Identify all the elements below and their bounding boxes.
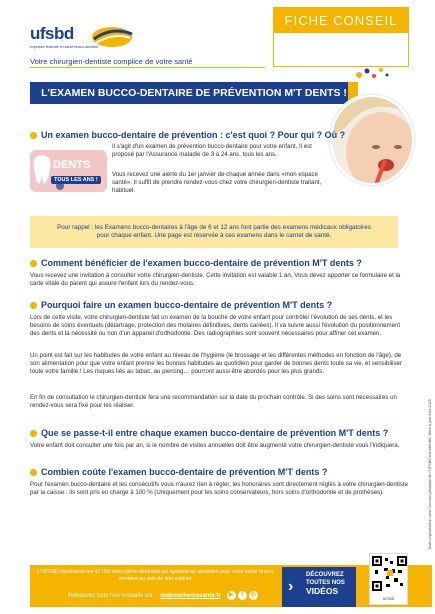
intro-paragraph-2: Vous recevez une alerte du 1er janvier de chaque année dans «mon espace santé». Il suffit de prendre rendez-vous chez votre chirurgien-dentiste traitant, habituel.	[112, 171, 322, 195]
why-paragraph-1: Lors de cette visite, votre chirurgien-dentiste fait un examen de la bouche de votre enfant pour contrôler l'évolution de ses dents, et les besoins de soins éventuels (détartrage, protection des molaires définitives, dents cariées). Il va suivre aussi l'évolution du positionnement des dents et la nécessité ou non d'un appareil d'orthodontie. Des radiographies sont souvent nécessaires pour affiner cet examen.	[30, 314, 401, 338]
between-paragraph: Votre enfant doit consulter une fois par an, si le nombre de visites annuelles doit être augmenté votre chirurgien-dentiste vous l'indiquera.	[30, 442, 400, 449]
tooth-icon	[30, 150, 107, 192]
page-title: L'EXAMEN BUCCO-DENTAIRE DE PRÉVENTION M'T DENTS !	[30, 82, 358, 104]
mt-dents-word: DENTS	[53, 159, 91, 171]
fiche-conseil-box	[273, 7, 409, 67]
footer-link-row	[68, 591, 258, 600]
section-title-why: Pourquoi faire un examen bucco-dentaire de prévention M'T dents ?	[30, 300, 332, 310]
qr-label: UFSBD	[382, 597, 395, 601]
section-title-how: Comment bénéficier de l'examen bucco-dentaire de prévention M'T dents ?	[30, 258, 362, 268]
youtube-icon[interactable]: ▶	[227, 591, 236, 600]
reminder-box	[30, 216, 398, 248]
why-paragraph-2: Un point est fait sur les habitudes de votre enfant au niveau de l'hygiène (le brossage et les différentes méthodes en fonction de l'âge), de son alimentation pour que votre enfant prenne les bonnes habitudes au quotidien pour garder de bonnes dents toute sa vie, et sensibiliser toute votre famille ! Les risques liés au tabac, au piercing… pourront aussi être abordés pour les plus grands.	[30, 352, 402, 376]
videos-line-3: VIDÉOS	[306, 586, 339, 596]
cost-paragraph: Pour l'examen bucco-dentaire et les consécutifs vous n'aurez rien à régler, les honoraires sont directement réglés à votre chirurgien-dentiste par la caisse : ils sont pris en charge à 100 % (Uniquement pour les soins conservateurs, hors soins d'orthodontie et de prothèses).	[30, 481, 408, 497]
bullet-icon	[30, 132, 37, 139]
child-face-image	[332, 97, 414, 185]
website-link[interactable]: mabouchemasante.fr	[160, 592, 221, 599]
section-title-between: Que se passe-t-il entre chaque examen bucco-dentaire de prévention M'T dents ?	[30, 428, 388, 438]
instagram-icon[interactable]: ◎	[250, 592, 256, 598]
videos-button[interactable]	[282, 567, 356, 607]
chevron-right-icon: ›	[288, 578, 294, 595]
bullet-icon	[30, 430, 37, 437]
logo-subtitle: expertise fédérale en santé bucco-dentaire	[30, 45, 99, 49]
footer-link-prefix: Retrouvez tous nos conseils sur :	[68, 592, 157, 599]
qr-code[interactable]	[369, 553, 408, 605]
bullet-icon	[30, 260, 37, 267]
facebook-icon[interactable]: f	[238, 591, 247, 600]
mt-dents-logo	[30, 150, 107, 192]
footer-text: L'UFSBD représente les 47 000 chirurgiens-dentistes qui agissent au quotidien pour votre santé bucco-dentaire au sein de leur cabinet.	[37, 569, 275, 582]
copyright-side-note: Toute reproduction sans l'accord préalable de l'UFSBD est interdite. Mise à jour avril 2025	[428, 399, 432, 550]
how-paragraph: Vous recevez une invitation à consulter votre chirurgien-dentiste. Cette invitation est valable 1 an. Vous devez apporter ce formulaire et la carte vitale du parent qui assure l'enfant lors du rendez-vous.	[30, 272, 401, 288]
qr-code-icon	[372, 556, 407, 591]
fiche-conseil-label: FICHE CONSEIL	[274, 7, 408, 33]
bullet-icon	[30, 469, 37, 476]
videos-line-2: TOUTES NOS	[306, 580, 345, 586]
ufsbd-logo	[30, 24, 140, 58]
intro-paragraph-1: Il s'agit d'un examen de prévention bucco-dentaire pour votre enfant. Il est proposé par l'Assurance maladie de 3 à 24 ans, tous les ans.	[112, 143, 312, 159]
header-divider	[30, 67, 265, 68]
section-title-what: Un examen bucco-dentaire de prévention : c'est quoi ? Pour qui ? Où ?	[30, 130, 345, 140]
bullet-icon	[30, 302, 37, 309]
decorative-dots-icon	[355, 65, 395, 81]
logo-wordmark: ufsbd	[30, 24, 74, 43]
videos-line-1: DÉCOUVREZ	[306, 572, 344, 578]
tagline: Votre chirurgien-dentiste complice de votre santé	[30, 57, 193, 66]
mt-dents-badge: TOUS LES ANS !	[51, 176, 101, 184]
reminder-text: Pour rappel : les Examens bucco-dentaires à l'âge de 6 et 12 ans font partie des examens médicaux obligatoires pour chaque enfant. Une page est réservée à ces examens dans le carnet de santé.	[57, 223, 371, 239]
child-photo	[330, 95, 414, 185]
section-title-cost: Combien coûte l'examen bucco-dentaire de prévention M'T dents ?	[30, 467, 327, 477]
why-paragraph-3: En fin de consultation le chirurgien-dentiste fera une recommandation sur la date du prochain contrôle. Si des soins sont nécessaires un rendez-vous sera fixé pour les réaliser.	[30, 394, 397, 410]
